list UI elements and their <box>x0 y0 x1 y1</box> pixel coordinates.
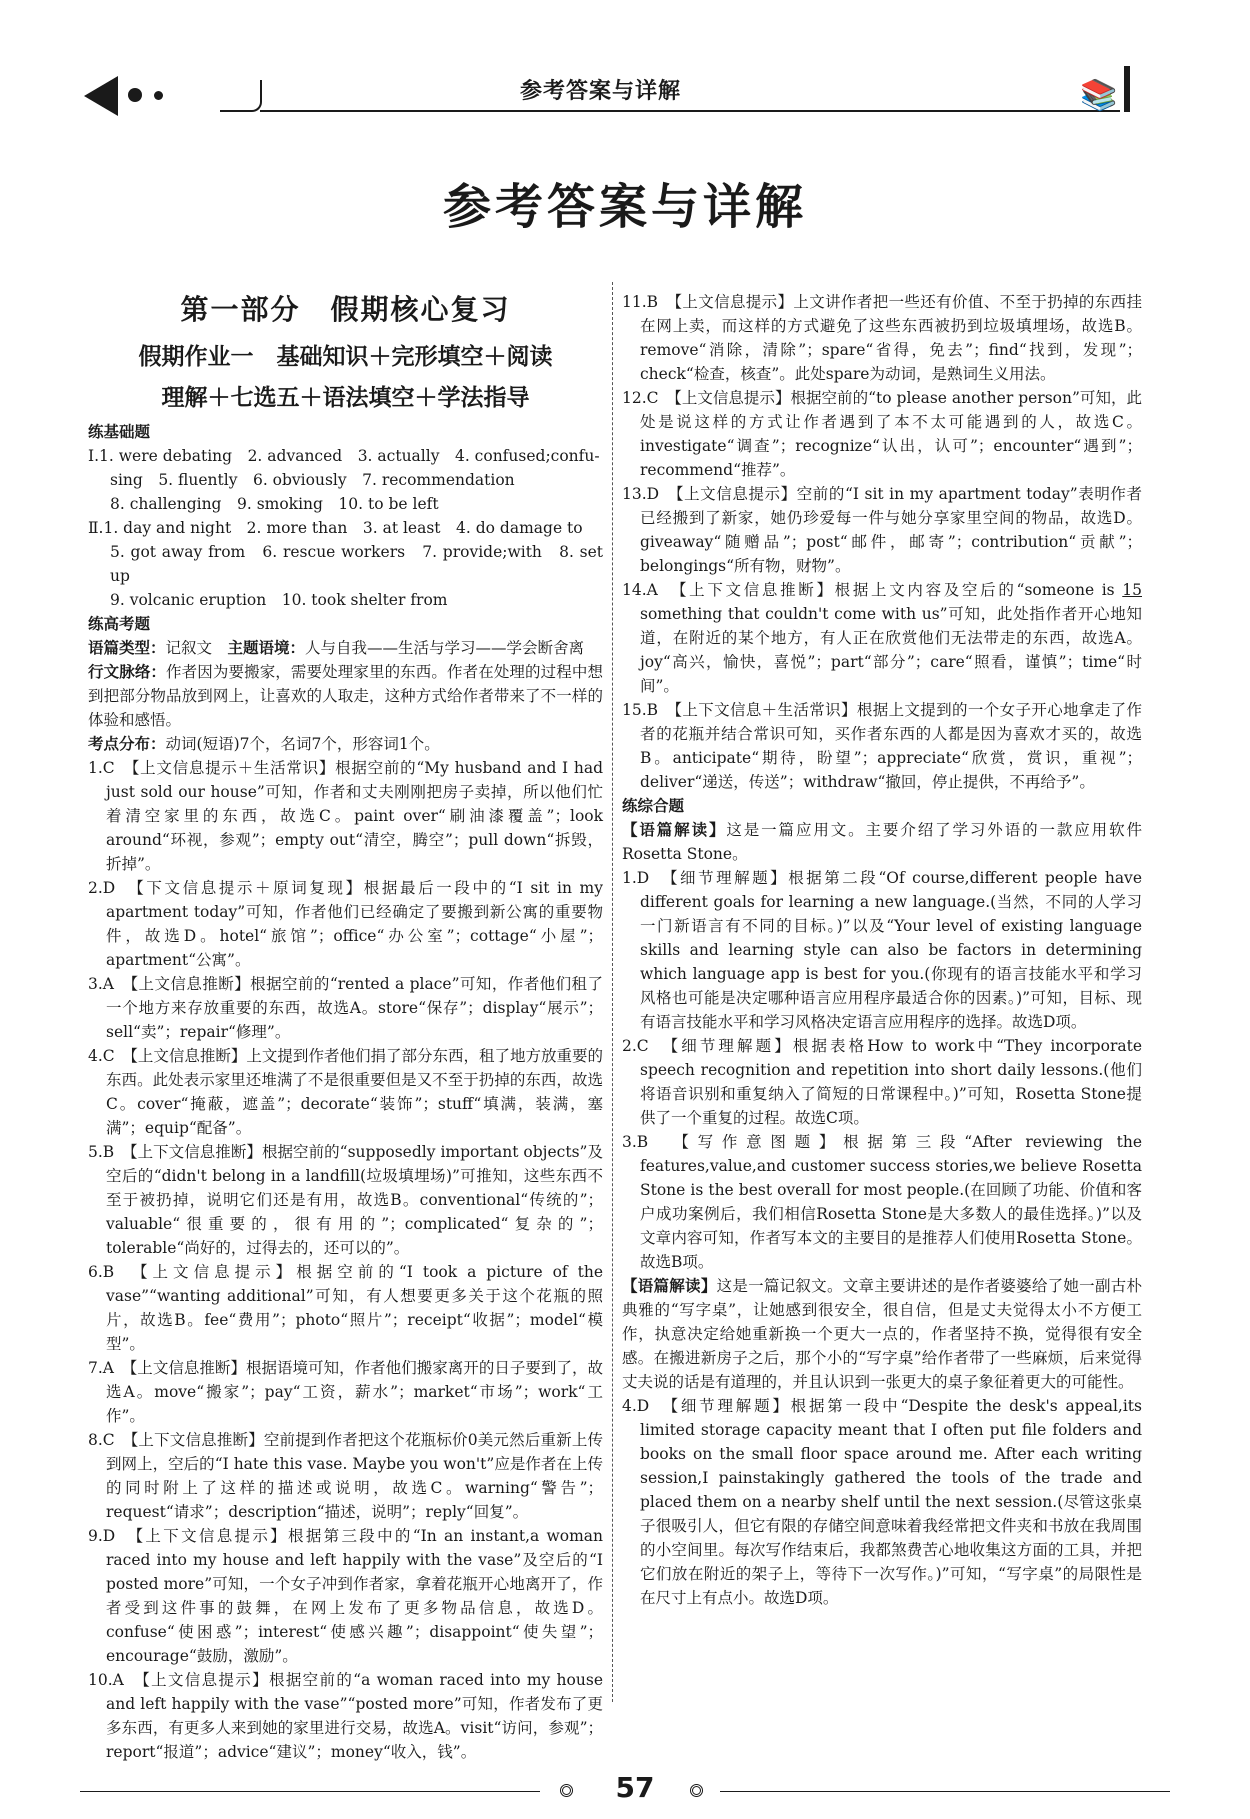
basics-line: 8. challenging 9. smoking 10. to be left <box>110 495 439 513</box>
header-title: 参考答案与详解 <box>520 78 682 104</box>
answer-item: 10.A 【上文信息提示】根据空前的“a woman raced into my house and left happily with the vase”“posted more”可知，作者发布了更多东西，有更多人来到她的家里进行交易，故选A。visit“访问，参观”；report“报道”；advice“建议”；money“收入，钱”。 <box>88 1671 603 1761</box>
answer-item: 11.B 【上文信息提示】上文讲作者把一些还有价值、不至于扔掉的东西挂在网上卖，而这样的方式避免了这些东西被扔到垃圾填埋场，故选B。remove“消除，清除”；spare“省得，免去”；find“找到，发现”；check“检查，核查”。此处spare为动词，是熟词生义用法。 <box>622 293 1142 383</box>
page-footer <box>80 1771 1170 1807</box>
context-label: 行文脉络： <box>88 662 167 681</box>
basics-line: Ⅰ.1. were debating 2. advanced 3. actually 4. confused;confu- <box>88 447 600 465</box>
answer-text: 14.A 【上下文信息推断】根据上文内容及空后的“someone is <box>622 581 1123 599</box>
distribution-info <box>88 732 603 756</box>
answer-item: 9.D 【上下文信息提示】根据第三段中的“In an instant,a woman raced into my house and left happily with the vase”及空后的“I posted more”可知，一个女子冲到作者家，拿着花瓶开心地离开了，作者受到这件事的鼓舞，在网上发布了更多物品信息，故选D。confuse“使困惑”；interest“使感兴趣”；disappoint“使失望”；encourage“鼓励，激励”。 <box>88 1527 603 1665</box>
answer-item: 15.B 【上下文信息＋生活常识】根据上文提到的一个女子开心地拿走了作者的花瓶并结合常识可知，买作者东西的人都是因为喜欢才买的，故选B。anticipate“期待，盼望”；appreciate“欣赏，赏识，重视”；deliver“递送，传送”；withdraw“撤回，停止提供，不再给予”。 <box>622 701 1142 791</box>
theme-value: 人与自我——生活与学习——学会断舍离 <box>305 639 585 657</box>
answer-item: 12.C 【上文信息提示】根据空前的“to please another person”可知，此处是说这样的方式让作者遇到了本不太可能遇到的人，故选C。investigate“调查”；recognize“认出，认可”；encounter“遇到”；recommend“推荐”。 <box>622 389 1142 479</box>
distribution-label: 考点分布： <box>88 734 166 753</box>
genre-label: 语篇类型： <box>88 638 166 657</box>
footer-rule <box>720 1791 1170 1792</box>
answer-item: 6.B 【上文信息提示】根据空前的“I took a picture of the vase”“wanting additional”可知，有人想要更多关于这个花瓶的照片，故选B。fee“费用”；photo“照片”；receipt“收据”；model“模型”。 <box>88 1263 603 1353</box>
part-title: 第一部分 假期核心复习 <box>180 293 511 326</box>
passage-analysis-label: 【语篇解读】 <box>622 1276 717 1295</box>
basics-line: sing 5. fluently 6. obviously 7. recommendation <box>110 471 515 489</box>
header-bar <box>1124 66 1130 112</box>
passage-analysis-label: 【语篇解读】 <box>622 820 727 839</box>
page-title: 参考答案与详解 <box>442 179 807 235</box>
page-number: 57 <box>615 1771 655 1804</box>
basics-line: 9. volcanic eruption 10. took shelter from <box>110 591 448 609</box>
answer-item: 8.C 【上下文信息推断】空前提到作者把这个花瓶标价0美元然后重新上传到网上，空后的“I hate this vase. Maybe you won't”应是作者在上传的同时附上了这样的描述或说明，故选C。warning“警告”；request“请求”；description“描述，说明”；reply“回复”。 <box>88 1431 603 1521</box>
theme-label: 主题语境： <box>227 638 306 657</box>
answer-item: 3.A 【上文信息推断】根据空前的“rented a place”可知，作者他们租了一个地方来存放重要的东西，故选A。store“保存”；display“展示”；sell“卖”；repair“修理”。 <box>88 975 603 1041</box>
basics-line: 5. got away from 6. rescue workers 7. provide;with 8. set up <box>110 543 603 585</box>
answer-item: 5.B 【上下文信息推断】根据空前的“supposedly important objects”及空后的“didn't belong in a landfill(垃圾填埋场)”可推知，这些东西不至于被扔掉，说明它们还是有用，故选B。conventional“传统的”；valuable“很重要的，很有用的”；complicated“复杂的”；tolerable“尚好的，过得去的，还可以的”。 <box>88 1143 603 1257</box>
arrow-icon <box>84 76 118 116</box>
answer-text: something that couldn't come with us”可知，此处指作者开心地知道，在附近的某个地方，有人正在欣赏他们无法带走的东西，故选A。joy“高兴，愉快，喜悦”；part“部分”；care“照看，谨慎”；time“时间”。 <box>640 605 1142 695</box>
passage-analysis <box>622 818 1142 866</box>
passage-analysis-text: 这是一篇应用文。主要介绍了学习外语的一款应用软件Rosetta Stone。 <box>622 821 1142 863</box>
answer-item: 13.D 【上文信息提示】空前的“I sit in my apartment today”表明作者已经搬到了新家，她仍珍爱每一件与她分享家里空间的物品，故选D。giveaway“随赠品”；post“邮件，邮寄”；contribution“贡献”；belongings“所有物，财物”。 <box>622 485 1142 575</box>
homework-title-line1: 假期作业一 基础知识＋完形填空＋阅读 <box>138 343 553 370</box>
answer-item: 7.A 【上文信息推断】根据语境可知，作者他们搬家离开的日子要到了，故选A。move“搬家”；pay“工资，薪水”；market“市场”；work“工作”。 <box>88 1359 603 1425</box>
footer-rule <box>80 1791 540 1792</box>
right-column <box>622 290 1142 1610</box>
answer-item <box>622 578 1142 698</box>
left-column <box>88 290 603 1764</box>
context-info <box>88 660 603 732</box>
section-heading-comprehensive: 练综合题 <box>622 796 685 815</box>
distribution-value: 动词(短语)7个，名词7个，形容词1个。 <box>165 735 440 753</box>
section-heading-exam: 练高考题 <box>88 614 151 633</box>
section-heading-basics: 练基础题 <box>88 422 151 441</box>
answer-item: 2.C 【细节理解题】根据表格How to work中“They incorporate speech recognition and repetition into short daily lessons.(他们将语音识别和重复纳入了简短的日常课程中。)”可知，Rosetta Stone提供了一个重复的过程。故选C项。 <box>622 1037 1142 1127</box>
genre-value: 记叙文 <box>165 639 228 657</box>
answer-item: 3.B 【写作意图题】根据第三段“After reviewing the features,value,and customer success stories,we believe Rosetta Stone is the best overall for most people.(在回顾了功能、价值和客户成功案例后，我们相信Rosetta Stone是大多数人的最佳选择。)”以及文章内容可知，作者写本文的主要目的是推荐人们使用Rosetta Stone。故选B项。 <box>622 1133 1142 1271</box>
dot-icon <box>128 88 142 102</box>
passage-analysis-text: 这是一篇记叙文。文章主要讲述的是作者婆婆给了她一副古朴典雅的“写字桌”，让她感到很安全，很自信，但是丈夫觉得太小不方便工作，执意决定给她重新换一个更大一点的，作者坚持不换，觉得很有安全感。在搬进新房子之后，那个小的“写字桌”给作者带了一些麻烦，后来觉得丈夫说的话是有道理的，并且认识到一张更大的桌子象征着更大的可能性。 <box>622 1277 1142 1391</box>
answer-item: 4.C 【上文信息推断】上文提到作者他们捐了部分东西，租了地方放重要的东西。此处表示家里还堆满了不是很重要但是又不至于扔掉的东西，故选C。cover“掩蔽，遮盖”；decorate“装饰”；stuff“填满，装满，塞满”；equip“配备”。 <box>88 1047 603 1137</box>
header-rule-curve <box>220 80 262 112</box>
basics-line: Ⅱ.1. day and night 2. more than 3. at least 4. do damage to <box>88 519 583 537</box>
circle-icon <box>560 1784 573 1797</box>
answer-item: 1.D 【细节理解题】根据第二段“Of course,different people have different goals for learning a new language.(当然，不同的人学习一门新语言有不同的目标。)”以及“Your level of existing language skills and learning style can also be factors in determining which language app is best for you.(你现有的语言技能水平和学习风格也可能是决定哪种语言应用程序最适合你的因素。)”可知，目标、现有语言技能水平和学习风格决定语言应用程序的选择。故选D项。 <box>622 869 1142 1031</box>
answer-item: 1.C 【上文信息提示＋生活常识】根据空前的“My husband and I had just sold our house”可知，作者和丈夫刚刚把房子卖掉，所以他们忙着清空家里的东西，故选C。paint over“刷油漆覆盖”；look around“环视，参观”；empty out“清空，腾空”；pull down“拆毁，折掉”。 <box>88 759 603 873</box>
genre-info <box>88 636 603 660</box>
column-divider <box>612 282 613 1702</box>
context-value: 作者因为要搬家，需要处理家里的东西。作者在处理的过程中想到把部分物品放到网上，让喜欢的人取走，这种方式给作者带来了不一样的体验和感悟。 <box>88 663 603 729</box>
books-icon: 📚 <box>1080 78 1118 113</box>
circle-icon <box>690 1784 703 1797</box>
answer-item: 4.D 【细节理解题】根据第一段中“Despite the desk's appeal,its limited storage capacity meant that I often put file folders and books on the small floor space around me. After each writing session,I painstakingly gathered the tools of the trade and placed them on a nearby shelf until the next session.(尽管这张桌子很吸引人，但它有限的存储空间意味着我经常把文件夹和书放在我周围的小空间里。每次写作结束后，我都煞费苦心地收集这方面的工具，并把它们放在附近的架子上，等待下一次写作。)”可知，“写字桌”的局限性是在尺寸上有点小。故选D项。 <box>622 1397 1142 1607</box>
passage-analysis <box>622 1274 1142 1394</box>
blank-number: 15 <box>1122 581 1142 599</box>
answer-item: 2.D 【下文信息提示＋原词复现】根据最后一段中的“I sit in my apartment today”可知，作者他们已经确定了要搬到新公寓的重要物件，故选D。hotel“旅馆”；office“办公室”；cottage“小屋”；apartment“公寓”。 <box>88 879 603 969</box>
header-rule <box>260 110 1120 112</box>
page-header <box>70 60 1150 130</box>
homework-title-line2: 理解＋七选五＋语法填空＋学法指导 <box>161 384 530 411</box>
dot-icon <box>154 91 163 100</box>
